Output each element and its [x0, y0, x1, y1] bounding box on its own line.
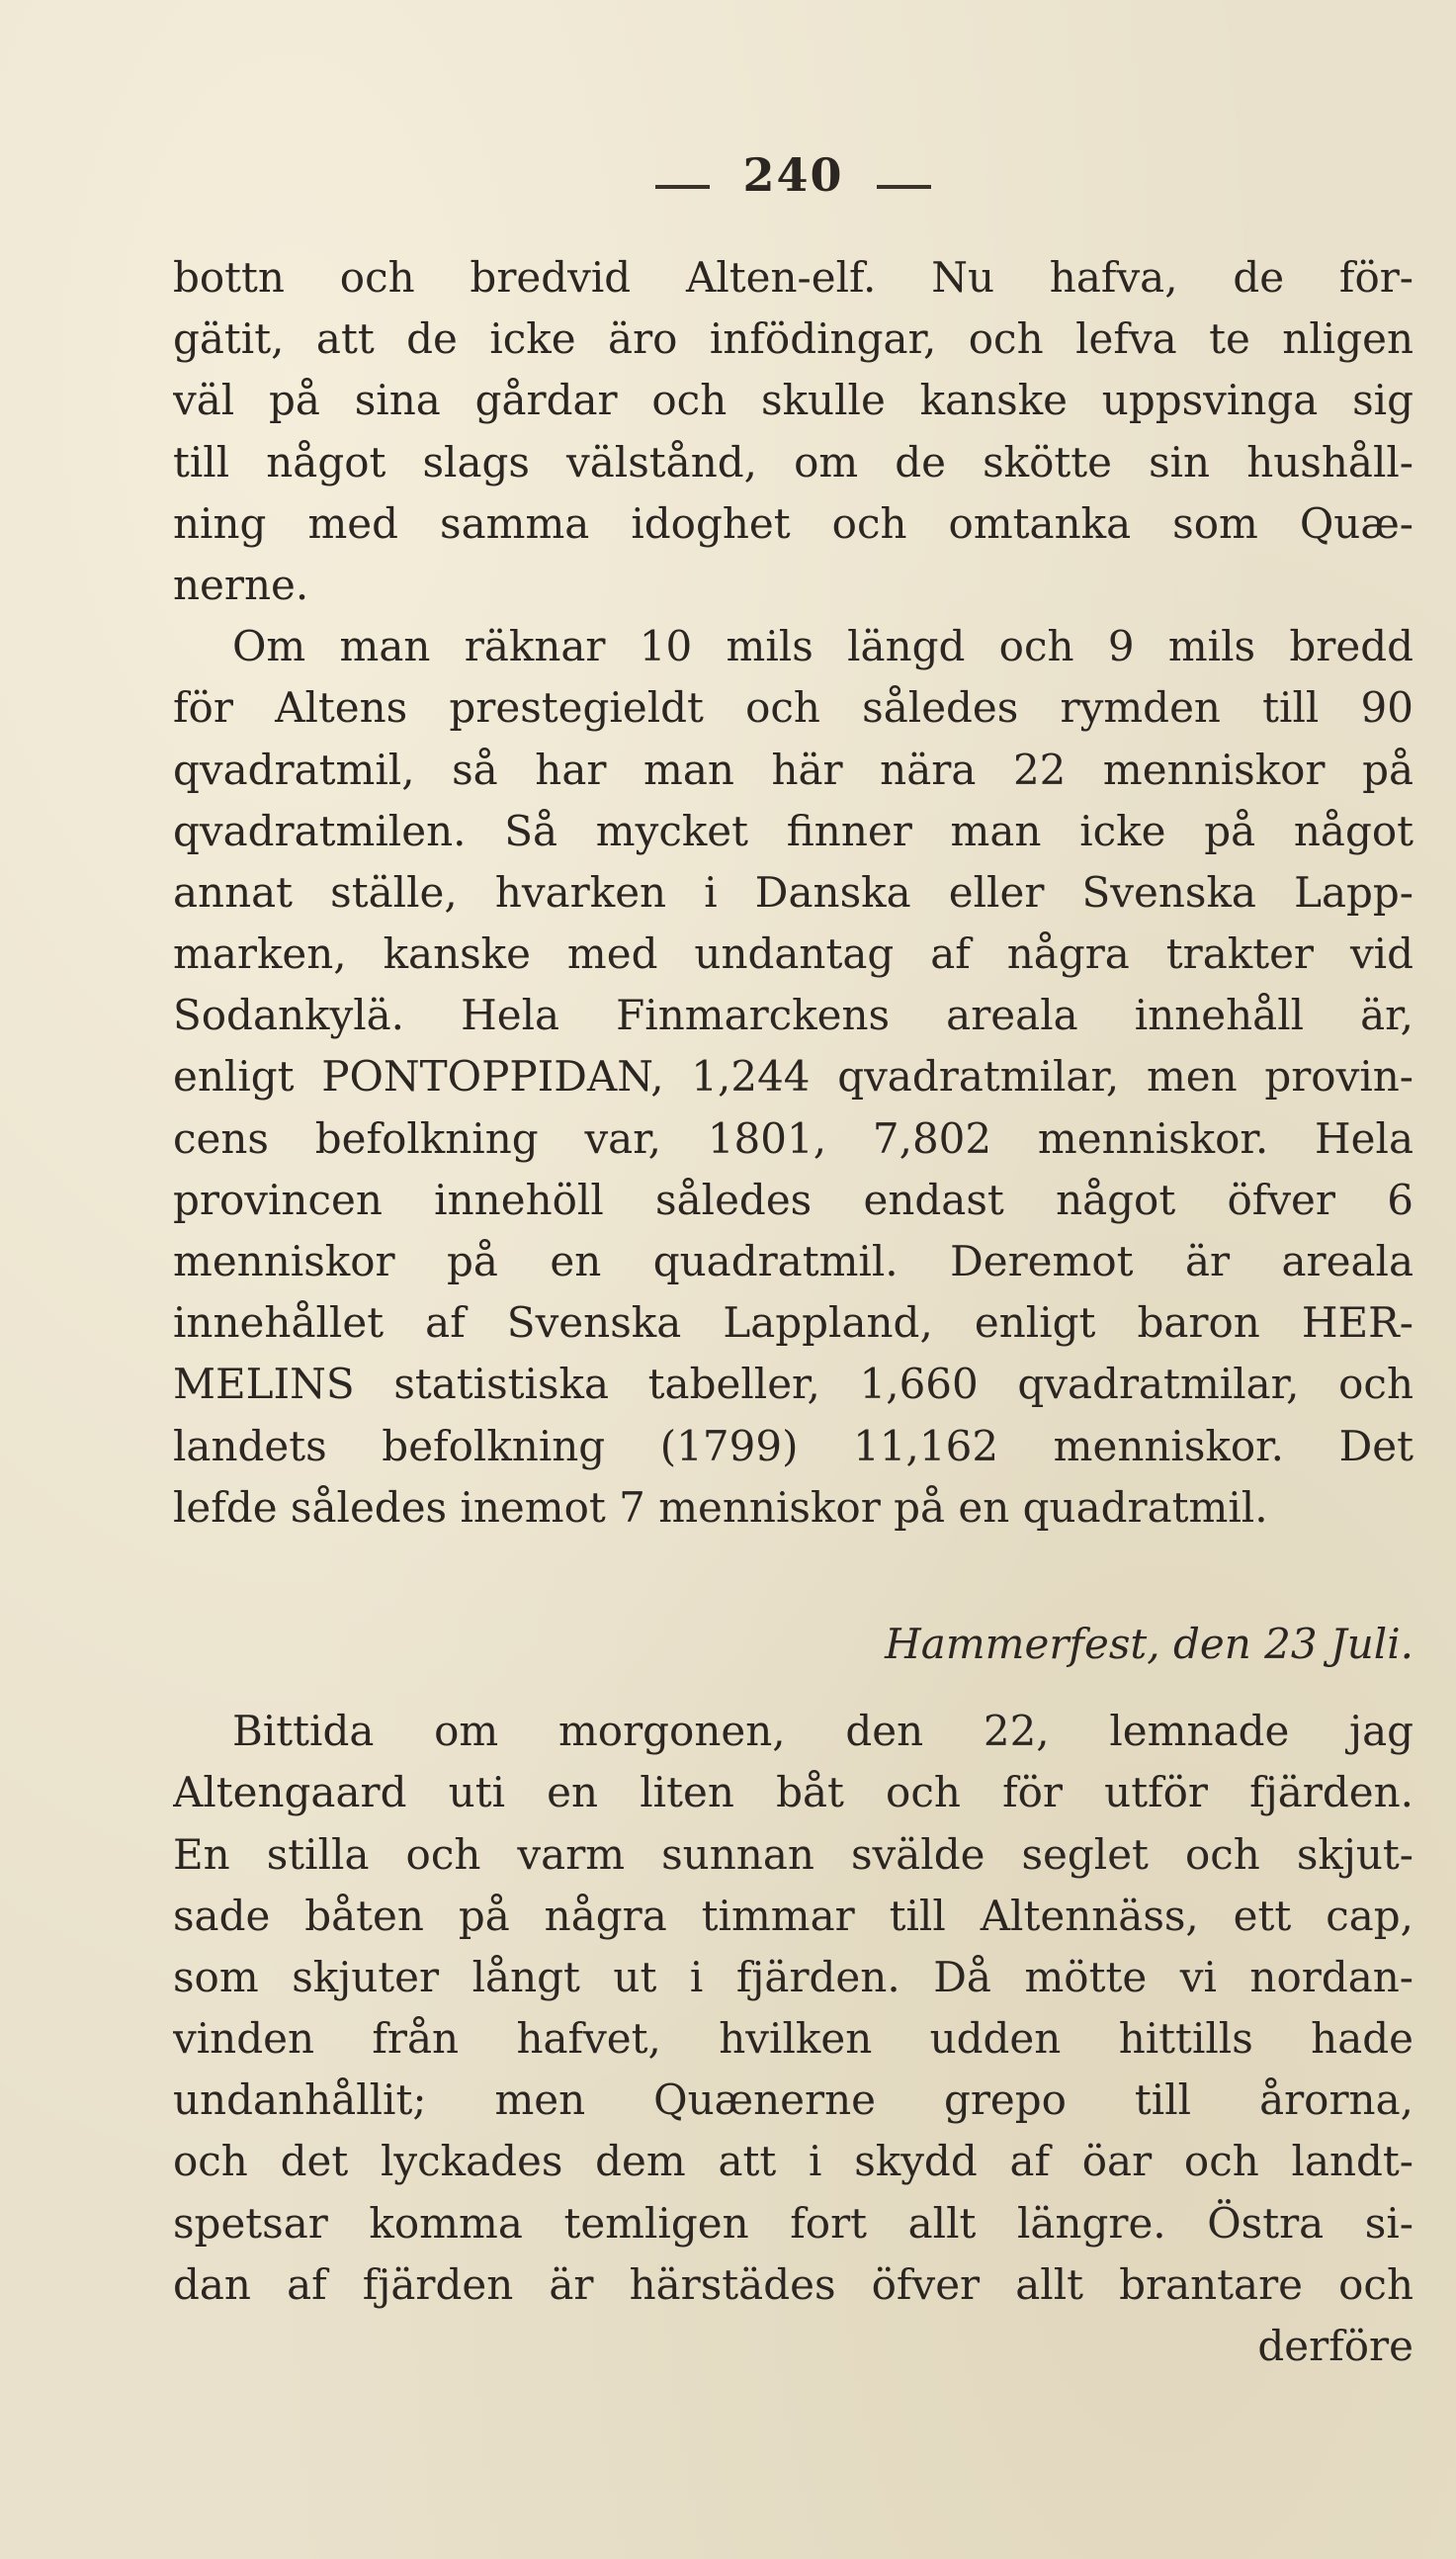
text-line: menniskor på en quadratmil. Deremot är areala	[173, 1237, 1413, 1285]
page-number: 240	[742, 148, 844, 202]
text-line: provincen innehöll således endast något öfver 6	[173, 1175, 1413, 1224]
text-line: vinden från hafvet, hvilken udden hittills hade	[173, 2014, 1413, 2064]
text-line: nerne.	[173, 560, 309, 609]
text-line: väl på sina gårdar och skulle kanske uppsvinga sig	[173, 376, 1413, 425]
catchword: derföre	[1257, 2322, 1413, 2370]
text-line: undanhållit; men Quænerne grepo till årorna,	[173, 2075, 1413, 2125]
text-line: qvadratmilen. Så mycket finner man icke på något	[173, 806, 1413, 855]
text-line: ning med samma idoghet och omtanka som Quæ-	[173, 498, 1413, 548]
text-line: Sodankylä. Hela Finmarckens areala innehåll är,	[173, 991, 1413, 1040]
text-line: Bittida om morgonen, den 22, lemnade jag	[232, 1707, 1413, 1756]
text-line: innehållet af Svenska Lappland, enligt baron HER-	[173, 1298, 1413, 1348]
paragraph-2	[173, 616, 1413, 1539]
text-line: En stilla och varm sunnan svälde seglet och skjut-	[173, 1829, 1413, 1879]
text-line: enligt PONTOPPIDAN, 1,244 qvadratmilar, men provin-	[173, 1052, 1413, 1102]
text-line: sade båten på några timmar till Altennäss, ett cap,	[173, 1891, 1413, 1940]
text-line: annat ställe, hvarken i Danska eller Svenska Lapp-	[173, 867, 1413, 917]
text-line: landets befolkning (1799) 11,162 menniskor. Det	[173, 1421, 1413, 1470]
paragraph-1	[173, 247, 1413, 616]
text-line: marken, kanske med undantag af några trakter vid	[173, 929, 1413, 979]
text-line: dan af fjärden är härstädes öfver allt brantare och	[173, 2259, 1413, 2309]
text-line: till något slags välstånd, om de skötte sin hushåll-	[173, 437, 1413, 486]
text-line: gätit, att de icke äro infödingar, och lefva te nligen	[173, 314, 1413, 364]
text-line: lefde således inemot 7 menniskor på en quadratmil.	[173, 1482, 1268, 1532]
page-header	[173, 148, 1413, 227]
text-line: cens befolkning var, 1801, 7,802 menniskor. Hela	[173, 1113, 1413, 1163]
text-line: qvadratmil, så har man här nära 22 menniskor på	[173, 745, 1413, 794]
text-line: för Altens prestegieldt och således rymden till 90	[173, 683, 1413, 733]
dateline: Hammerfest, den 23 Juli.	[885, 1619, 1413, 1668]
text-line: bottn och bredvid Alten-elf. Nu hafva, de för-	[173, 253, 1413, 302]
header-dash-right	[877, 185, 931, 189]
body-text	[173, 247, 1413, 2377]
header-dash-left	[655, 185, 710, 189]
text-line: Om man räknar 10 mils längd och 9 mils bredd	[232, 622, 1413, 671]
text-line: som skjuter långt ut i fjärden. Då mötte vi nordan-	[173, 1952, 1413, 2001]
text-line: Altengaard uti en liten båt och för utför fjärden.	[173, 1768, 1413, 1817]
text-line: spetsar komma temligen fort allt längre. Östra si-	[173, 2198, 1413, 2248]
section-gap	[173, 1539, 1413, 1588]
text-line: MELINS statistiska tabeller, 1,660 qvadratmilar, och	[173, 1360, 1413, 1409]
text-line: och det lyckades dem att i skydd af öar och landt-	[173, 2137, 1413, 2186]
paragraph-3	[173, 1701, 1413, 2316]
